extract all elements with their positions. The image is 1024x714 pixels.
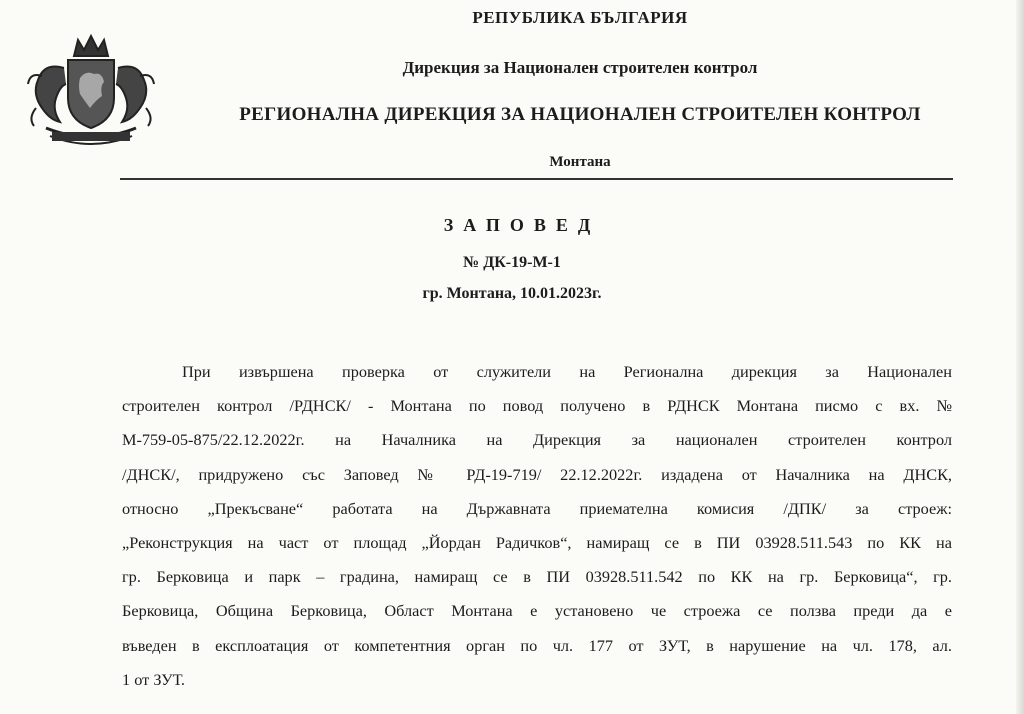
body-line: „Реконструкция на част от площад „Йордан Радичков“, намиращ се в ПИ 03928.511.543 по КК на xyxy=(122,533,952,553)
body-line: 1 от ЗУТ. xyxy=(122,669,185,689)
republic-heading: РЕПУБЛИКА БЪЛГАРИЯ xyxy=(472,8,688,27)
directorate-heading: Дирекция за Национален строителен контрол xyxy=(402,58,758,77)
order-body xyxy=(122,355,952,697)
order-number: № ДК-19-М-1 xyxy=(463,254,561,271)
body-line: При извършена проверка от служители на Регионална дирекция за Национален xyxy=(182,362,952,381)
body-line: М-759-05-875/22.12.2022г. на Началника на Дирекция за национален строителен контрол xyxy=(122,430,952,450)
order-place-date: гр. Монтана, 10.01.2023г. xyxy=(422,285,602,302)
body-line: строителен контрол /РДНСК/ - Монтана по повод получено в РДНСК Монтана писмо с вх. № xyxy=(122,396,952,416)
scan-edge-shadow xyxy=(1016,0,1024,714)
body-line: относно „Прекъсване“ работата на Държавната приемателна комисия /ДПК/ за строеж: xyxy=(122,498,952,518)
city-heading: Монтана xyxy=(549,154,611,170)
body-line: гр. Берковица и парк – градина, намиращ се в ПИ 03928.511.542 по КК на гр. Берковица“, гр. xyxy=(122,567,952,587)
body-line: /ДНСК/, придружено със Заповед № РД-19-719/ 22.12.2022г. издадена от Началника на ДНСК, xyxy=(122,464,952,484)
order-title: ЗАПОВЕД xyxy=(443,215,601,235)
body-line: Берковица, Община Берковица, Област Монтана е установено че строежа се ползва преди да е xyxy=(122,601,952,621)
regional-directorate-heading: РЕГИОНАЛНА ДИРЕКЦИЯ ЗА НАЦИОНАЛЕН СТРОИТЕЛЕН КОНТРОЛ xyxy=(239,104,921,125)
coat-of-arms-icon xyxy=(20,28,162,150)
header-divider xyxy=(120,178,953,180)
body-line: въведен в експлоатация от компетентния орган по чл. 177 от ЗУТ, в нарушение на чл. 178, ал. xyxy=(122,635,952,655)
